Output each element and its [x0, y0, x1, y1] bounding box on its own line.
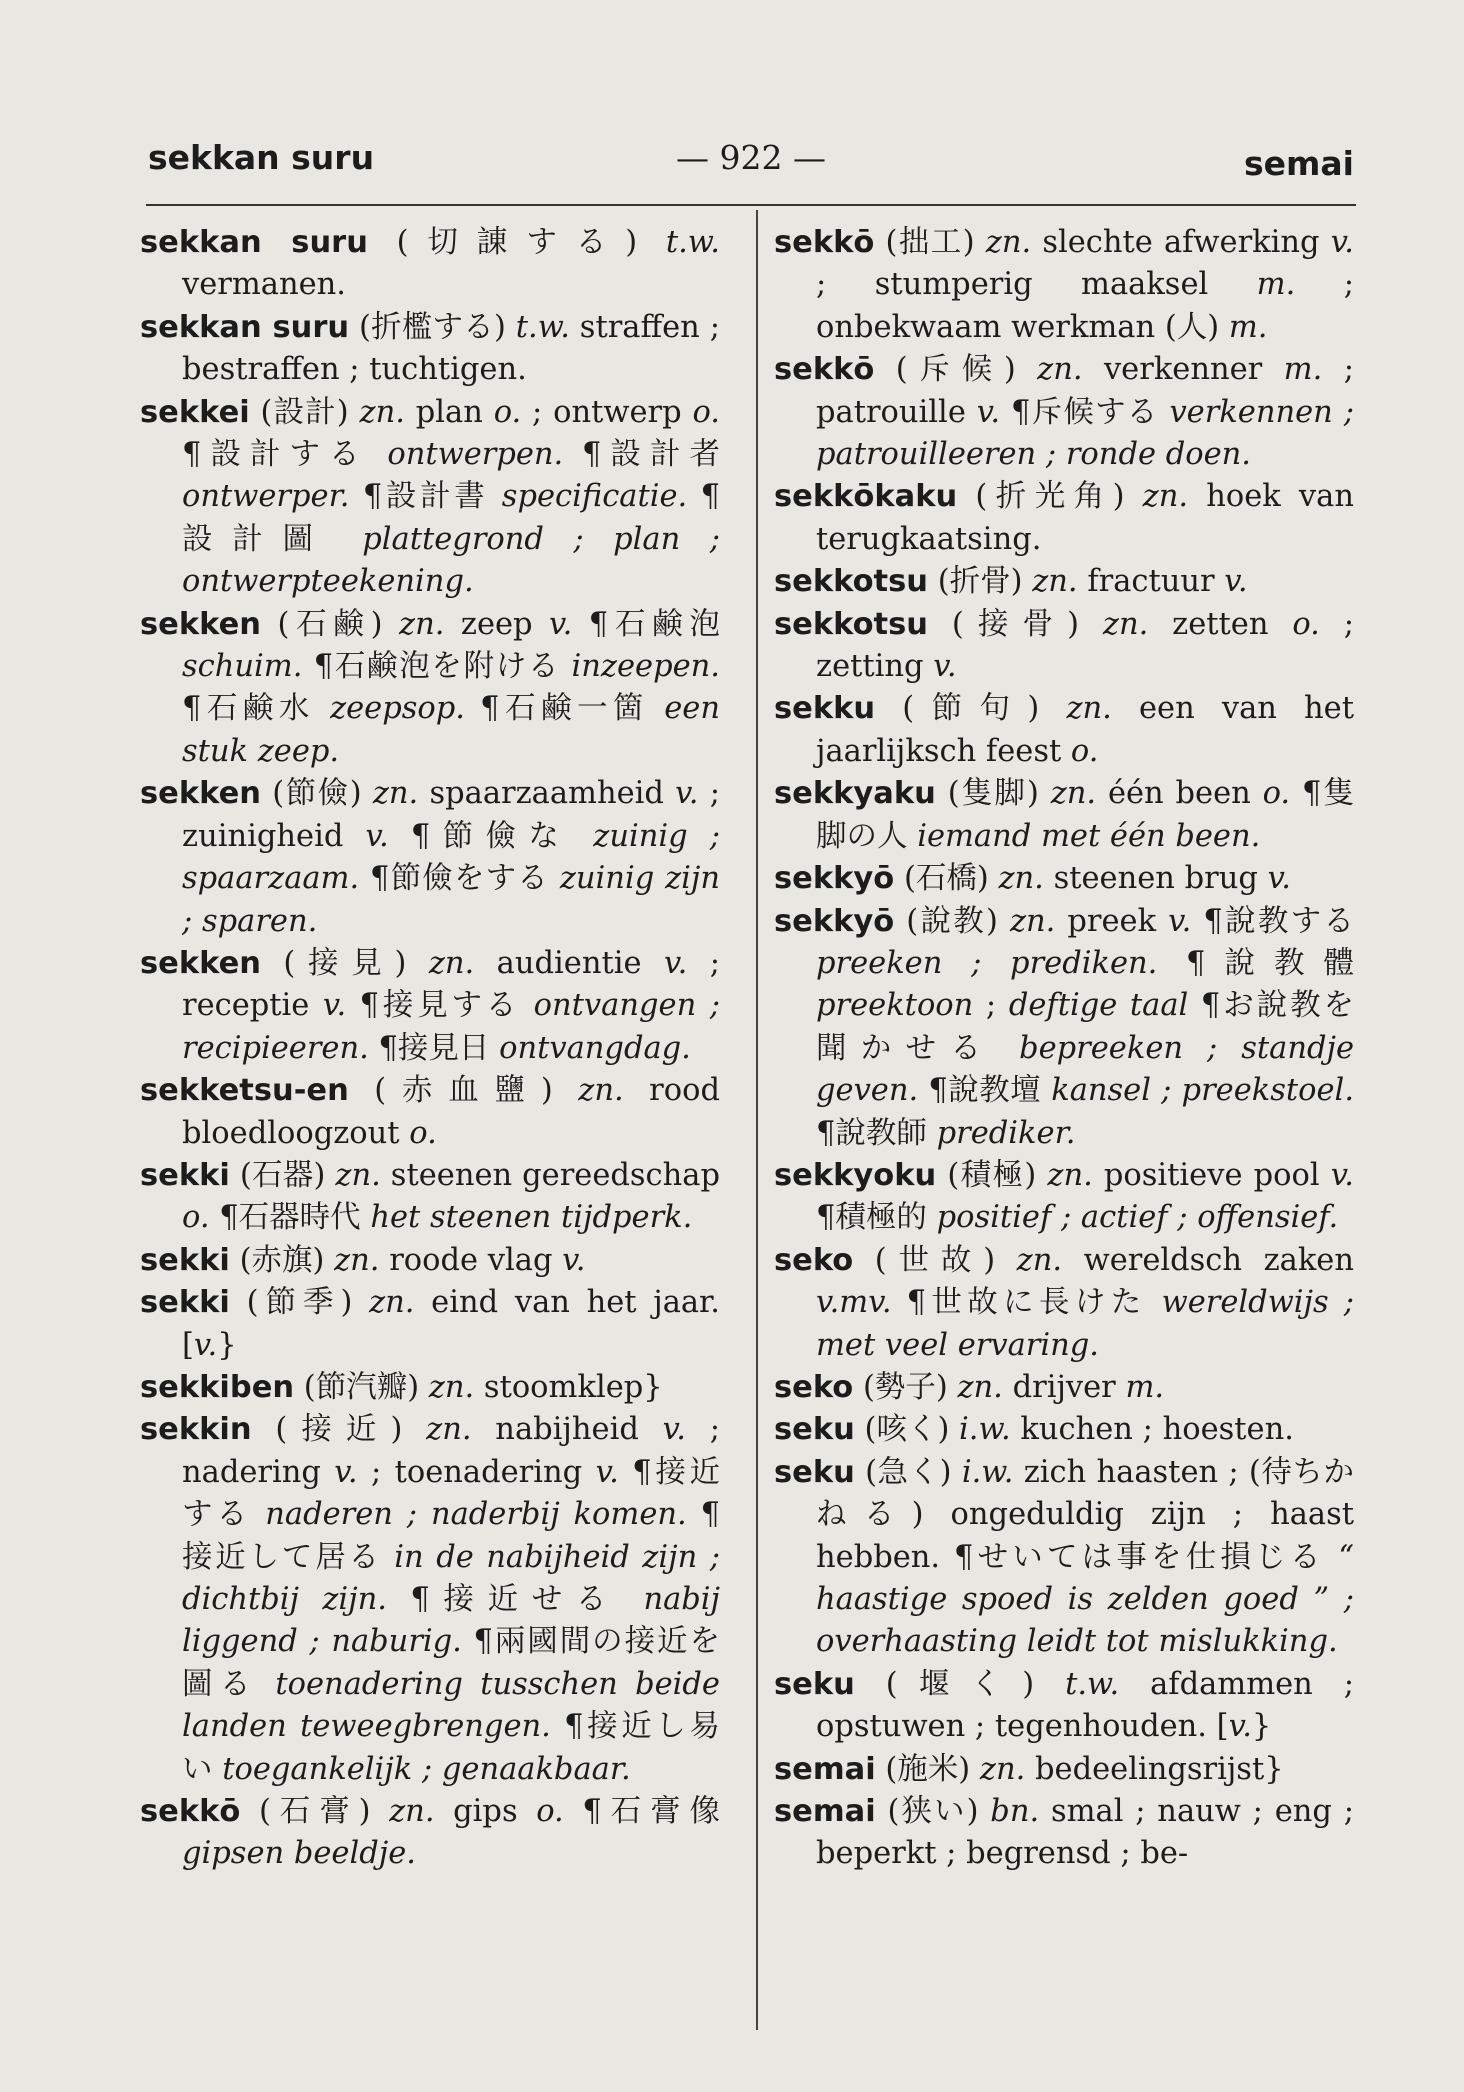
- entry-headword: sekketsu-en: [140, 1073, 349, 1109]
- entry-italic-text: prediker.: [936, 1115, 1076, 1151]
- dictionary-entry: [774, 901, 1354, 1155]
- entry-text: (咳く): [854, 1412, 960, 1448]
- entry-italic-text: zn.: [1016, 1242, 1063, 1278]
- entry-text: ; receptie: [182, 945, 720, 1024]
- dictionary-entry: [140, 1409, 720, 1791]
- entry-headword: sekkotsu: [774, 606, 928, 642]
- entry-text: ¶說教師: [816, 1115, 937, 1151]
- entry-italic-text: v.: [662, 1412, 686, 1448]
- entry-italic-text: v.: [1228, 1709, 1252, 1745]
- entry-headword: sekkin: [140, 1412, 252, 1448]
- entry-italic-text: i.w.: [959, 1412, 1011, 1448]
- entry-italic-text: zn.: [428, 1369, 475, 1405]
- entry-text: ; zuinigheid: [182, 776, 720, 854]
- dictionary-entry: [774, 1452, 1354, 1664]
- dictionary-entry: [140, 1367, 720, 1409]
- entry-italic-text: t.w.: [665, 225, 720, 260]
- entry-text: ; onbekwaam werkman (人): [816, 267, 1354, 345]
- entry-italic-text: zn.: [1032, 564, 1078, 600]
- entry-text: ; zetting: [816, 606, 1354, 685]
- entry-italic-text: specificatie.: [501, 479, 688, 515]
- dictionary-entry: [140, 1240, 720, 1282]
- entry-text: één been: [1096, 776, 1263, 812]
- entry-text: (節汽瓣): [294, 1369, 429, 1405]
- entry-text: een van het jaarlijksch feest: [816, 691, 1354, 769]
- entry-text: ¶石膏像: [563, 1794, 720, 1830]
- entry-italic-text: iemand met één been.: [917, 818, 1261, 854]
- entry-headword: sekkō: [140, 1794, 241, 1830]
- entry-text: (施米): [875, 1751, 980, 1787]
- entry-italic-text: v.: [933, 649, 957, 685]
- entry-text: bedeelingsrijst}: [1025, 1751, 1284, 1787]
- entry-italic-text: ontvangdag.: [499, 1030, 691, 1066]
- dictionary-entry: [140, 1282, 720, 1367]
- entry-text: ; toenadering: [357, 1454, 596, 1490]
- entry-text: (接骨): [928, 606, 1103, 642]
- entry-italic-text: in de nabijheid zijn ; dichtbij zijn.: [182, 1539, 720, 1617]
- entry-italic-text: naderen ; naderbij komen.: [265, 1497, 687, 1533]
- entry-text: (隻脚): [935, 776, 1051, 812]
- entry-italic-text: zn.: [369, 1285, 415, 1321]
- entry-headword: seku: [774, 1666, 855, 1702]
- entry-text: (勢子): [853, 1369, 958, 1405]
- entry-italic-text: nabij liggend ; naburig.: [182, 1582, 721, 1660]
- entry-text: (赤血鹽): [348, 1073, 579, 1109]
- entry-italic-text: o.: [1292, 606, 1320, 642]
- dictionary-entry: [774, 1409, 1354, 1451]
- entry-italic-text: v.: [663, 945, 688, 981]
- left-column: [140, 222, 720, 1876]
- entry-text: ; patrouille: [816, 352, 1354, 430]
- entry-italic-text: preeken ; prediken.: [816, 945, 1158, 981]
- entry-italic-text: v.: [1330, 225, 1354, 260]
- entry-italic-text: inzeepen.: [571, 649, 720, 685]
- dictionary-entry: [774, 773, 1354, 858]
- entry-text: (節句): [875, 691, 1067, 727]
- entry-headword: semai: [774, 1751, 876, 1787]
- entry-italic-text: toegankelijk ; genaakbaar.: [222, 1751, 631, 1787]
- entry-text: ¶接近して居る: [182, 1497, 721, 1575]
- entry-text: ¶お說教を聞かせる: [816, 988, 1354, 1066]
- entry-text: (石鹸): [261, 606, 399, 642]
- entry-text: ¶設計者: [563, 437, 720, 473]
- entry-text: fractuur: [1077, 564, 1225, 600]
- entry-italic-text: een stuk zeep.: [182, 691, 720, 769]
- entry-italic-text: zn.: [334, 1242, 380, 1278]
- entry-text: gips: [434, 1794, 537, 1830]
- running-head: [148, 138, 1358, 188]
- entry-text: smal ; nauw ; eng ; beperkt ; begrensd ; be-: [816, 1794, 1354, 1872]
- dictionary-entry: [774, 222, 1354, 349]
- entry-text: ¶石鹸泡: [572, 606, 720, 642]
- entry-italic-text: t.w.: [515, 309, 570, 345]
- entry-italic-text: o.: [1262, 776, 1291, 812]
- entry-text: ¶積極的: [816, 1200, 937, 1236]
- entry-text: (節儉): [261, 776, 373, 812]
- entry-italic-text: deftige taal: [1008, 988, 1189, 1024]
- entry-italic-text: preektoon: [816, 988, 974, 1024]
- entry-text: steenen brug: [1043, 861, 1268, 897]
- entry-italic-text: m.: [1125, 1369, 1165, 1405]
- entry-headword: sekkōkaku: [774, 479, 958, 515]
- right-column: [774, 222, 1354, 1876]
- entry-text: (石器): [229, 1157, 336, 1193]
- entry-italic-text: zn.: [372, 776, 419, 812]
- entry-italic-text: zn.: [1009, 903, 1056, 939]
- entry-italic-text: zn.: [985, 225, 1032, 260]
- entry-text: ¶設計書: [349, 479, 502, 515]
- entry-headword: sekkiben: [140, 1369, 295, 1405]
- entry-headword: sekkotsu: [774, 564, 928, 600]
- entry-text: ¶石器時代: [209, 1200, 371, 1236]
- entry-text: ¶石鹸一箇: [465, 691, 665, 727]
- entry-text: (石膏): [240, 1794, 390, 1830]
- entry-italic-text: v.: [1330, 1157, 1354, 1193]
- entry-text: ; ontwerp: [521, 394, 693, 430]
- entry-text: ; nadering: [182, 1412, 720, 1490]
- entry-text: (設計): [249, 394, 360, 430]
- dictionary-entry: [774, 561, 1354, 603]
- entry-text: zeep: [444, 606, 550, 642]
- entry-italic-text: v.: [675, 776, 699, 812]
- entry-text: }: [1251, 1709, 1272, 1745]
- dictionary-entry: [140, 307, 720, 392]
- dictionary-entry: [774, 1791, 1354, 1876]
- entry-italic-text: zn.: [957, 1369, 1003, 1405]
- entry-italic-text: m.: [1228, 309, 1268, 345]
- entry-headword: seko: [774, 1369, 854, 1405]
- entry-italic-text: schuim.: [182, 649, 303, 685]
- entry-italic-text: ontvangen ; recipieeren.: [182, 988, 720, 1066]
- entry-italic-text: toenadering tusschen beide landen teweegbrengen.: [182, 1666, 720, 1745]
- dictionary-entry: [774, 1749, 1354, 1791]
- entry-text: (積極): [936, 1157, 1048, 1193]
- dictionary-entry: [140, 1155, 720, 1240]
- entry-text: positieve pool: [1092, 1157, 1331, 1193]
- entry-text: ;: [973, 988, 1009, 1024]
- entry-text: kuchen ; hoesten.: [1010, 1412, 1294, 1448]
- entry-text: ¶隻脚の人: [816, 776, 1354, 854]
- entry-headword: sekki: [140, 1242, 230, 1278]
- entry-text: rood bloedloogzout: [182, 1073, 720, 1151]
- entry-italic-text: wereldwijs ; met veel ervaring.: [816, 1285, 1354, 1363]
- entry-italic-text: het steenen tijdperk.: [370, 1200, 693, 1236]
- entry-italic-text: zn.: [578, 1073, 624, 1109]
- entry-text: eind van het jaar. [: [182, 1285, 720, 1363]
- entry-headword: semai: [774, 1794, 876, 1830]
- entry-text: (說教): [894, 903, 1010, 939]
- entry-italic-text: v.: [1224, 564, 1248, 600]
- entry-text: straffen ; bestraffen ; tuchtigen.: [182, 309, 720, 388]
- entry-italic-text: v.: [193, 1327, 218, 1363]
- entry-italic-text: gipsen beeldje.: [182, 1836, 416, 1872]
- entry-headword: sekken: [140, 945, 261, 981]
- entry-text: }: [217, 1327, 237, 1363]
- entry-text: zetten: [1148, 606, 1293, 642]
- dictionary-entry: [774, 1240, 1354, 1367]
- header-left-guide-word: sekkan suru: [148, 138, 375, 177]
- entry-italic-text: zn.: [389, 1794, 435, 1830]
- entry-text: (切諌する): [367, 225, 666, 260]
- entry-text: (石橋): [894, 861, 999, 897]
- entry-italic-text: zuinig zijn ; sparen.: [182, 861, 721, 939]
- entry-italic-text: zn.: [399, 606, 445, 642]
- entry-italic-text: bn.: [990, 1794, 1040, 1830]
- entry-italic-text: v.: [1168, 903, 1192, 939]
- entry-text: zich haasten ; (待ちかねる) ongeduldig zijn ; haast hebben. ¶せいては事を仕損じる: [816, 1454, 1354, 1575]
- dictionary-entry: [774, 349, 1354, 476]
- entry-text: ¶兩國間の接近を圖る: [182, 1624, 720, 1702]
- entry-text: (折骨): [928, 564, 1033, 600]
- entry-italic-text: o.: [493, 394, 522, 430]
- entry-italic-text: “ haastige spoed is zelden goed ” ; overhaasting leidt tot mislukking.: [816, 1539, 1354, 1660]
- entry-italic-text: ontwerpen.: [387, 437, 564, 473]
- entry-text: ¶接近せる: [386, 1582, 644, 1617]
- entry-text: ¶接見する: [346, 988, 534, 1024]
- entry-headword: seku: [774, 1454, 855, 1490]
- entry-text: hoek van terugkaatsing.: [816, 479, 1354, 557]
- entry-italic-text: o.: [182, 1200, 210, 1236]
- entry-italic-text: zeepsop.: [330, 691, 465, 727]
- entry-text: afdammen ; opstuwen ; tegenhouden. [: [816, 1666, 1354, 1745]
- entry-italic-text: zn.: [1050, 776, 1097, 812]
- entry-text: ¶說教壇: [918, 1073, 1052, 1109]
- entry-headword: sekku: [774, 691, 876, 727]
- entry-headword: sekkō: [774, 225, 875, 260]
- entry-italic-text: zn.: [998, 861, 1044, 897]
- entry-text: ¶設計圖: [182, 479, 720, 557]
- entry-text: (拙工): [874, 225, 986, 260]
- entry-headword: sekkan suru: [140, 225, 368, 260]
- entry-headword: sekkyoku: [774, 1157, 937, 1193]
- entry-italic-text: v.: [322, 988, 347, 1024]
- entry-headword: sekkan suru: [140, 309, 350, 345]
- entry-text: ; stumperig maaksel: [816, 267, 1257, 303]
- dictionary-entry: [774, 1155, 1354, 1240]
- entry-italic-text: bepreeken ; standje geven.: [816, 1030, 1354, 1109]
- entry-italic-text: o.: [536, 1794, 564, 1830]
- dictionary-entry: [140, 943, 720, 1070]
- entry-italic-text: zn.: [426, 1412, 472, 1448]
- entry-italic-text: plattegrond ; plan ; ontwerpteekening.: [182, 521, 720, 600]
- entry-italic-text: o.: [692, 394, 720, 430]
- entry-text: ¶石鹸泡を附ける: [302, 649, 572, 685]
- entry-headword: sekki: [140, 1285, 230, 1321]
- entry-text: (接見): [261, 945, 429, 981]
- entry-text: preek: [1055, 903, 1169, 939]
- entry-text: ¶說教體: [1157, 945, 1354, 981]
- entry-text: (堰く): [854, 1666, 1066, 1702]
- entry-italic-text: zn.: [359, 394, 405, 430]
- entry-italic-text: v.: [334, 1454, 358, 1490]
- entry-headword: sekkyō: [774, 903, 895, 939]
- entry-text: plan: [404, 394, 494, 430]
- entry-text: wereldsch zaken: [1062, 1242, 1354, 1278]
- page-number: — 922 —: [676, 138, 826, 177]
- entry-italic-text: m.: [1283, 352, 1323, 388]
- entry-italic-text: zn.: [979, 1751, 1026, 1787]
- dictionary-entry: [140, 1070, 720, 1155]
- entry-text: audientie: [474, 945, 664, 981]
- entry-text: (世故): [853, 1242, 1017, 1278]
- dictionary-entry: [774, 476, 1354, 561]
- entry-text: ¶設計する: [182, 437, 388, 473]
- entry-italic-text: v.: [365, 818, 389, 854]
- dictionary-entry: [774, 1664, 1354, 1749]
- entry-headword: sekkei: [140, 394, 250, 430]
- entry-italic-text: verkennen ; patrouilleeren ; ronde doen.: [816, 394, 1355, 473]
- entry-text: ¶接近する: [182, 1454, 720, 1533]
- entry-italic-text: o.: [1070, 733, 1099, 769]
- entry-headword: sekkō: [774, 352, 875, 388]
- dictionary-entry: [140, 1791, 720, 1876]
- dictionary-entry: [140, 222, 720, 307]
- entry-italic-text: v.: [1267, 861, 1291, 897]
- entry-text: slechte afwerking: [1031, 225, 1331, 260]
- entry-italic-text: zn.: [1142, 479, 1189, 515]
- entry-text: ¶石鹸水: [182, 691, 331, 727]
- entry-italic-text: zn.: [1102, 606, 1149, 642]
- entry-text: (接近): [251, 1412, 427, 1448]
- entry-italic-text: zn.: [1066, 691, 1112, 727]
- entry-text: (折檻する): [349, 309, 516, 345]
- entry-italic-text: zuinig ; spaarzaam.: [182, 818, 720, 897]
- dictionary-entry: [140, 773, 720, 943]
- entry-headword: sekki: [140, 1157, 230, 1193]
- entry-text: (狭い): [875, 1794, 991, 1830]
- entry-italic-text: o.: [409, 1115, 437, 1151]
- entry-italic-text: zn.: [428, 945, 475, 981]
- entry-text: ¶接見日: [368, 1030, 500, 1066]
- entry-headword: seku: [774, 1412, 855, 1448]
- entry-text: nabijheid: [471, 1412, 663, 1448]
- entry-text: stoomklep}: [474, 1369, 663, 1405]
- entry-headword: sekken: [140, 776, 261, 812]
- entry-italic-text: m.: [1256, 267, 1296, 303]
- entry-text: drijver: [1002, 1369, 1126, 1405]
- dictionary-entry: [140, 392, 720, 604]
- entry-italic-text: zn.: [335, 1157, 381, 1193]
- entry-italic-text: v.: [976, 394, 1001, 430]
- entry-text: spaarzaamheid: [418, 776, 676, 812]
- entry-italic-text: zn.: [1047, 1157, 1093, 1193]
- entry-headword: sekkyō: [774, 861, 895, 897]
- entry-text: ¶節儉をする: [359, 861, 560, 897]
- entry-text: vermanen.: [182, 267, 346, 303]
- entry-text: ¶斥候する: [1000, 394, 1170, 430]
- entry-italic-text: ontwerper.: [182, 479, 350, 515]
- entry-italic-text: v.mv.: [816, 1285, 892, 1321]
- entry-italic-text: positief ; actief ; offensief.: [936, 1200, 1339, 1236]
- header-rule: [146, 204, 1356, 206]
- entry-text: roode vlag: [379, 1242, 563, 1278]
- entry-italic-text: v.: [595, 1454, 619, 1490]
- entry-text: ¶世故に長けた: [891, 1285, 1162, 1321]
- column-divider: [756, 210, 758, 2030]
- entry-text: ¶接近し易い: [182, 1709, 720, 1787]
- entry-headword: sekken: [140, 606, 261, 642]
- dictionary-entry: [140, 604, 720, 774]
- entry-headword: sekkyaku: [774, 776, 936, 812]
- entry-text: steenen gereedschap: [380, 1157, 720, 1193]
- entry-text: (斥候): [874, 352, 1038, 388]
- entry-headword: seko: [774, 1242, 854, 1278]
- dictionary-entry: [774, 1367, 1354, 1409]
- header-right-guide-word: semai: [1244, 144, 1354, 183]
- entry-text: verkenner: [1082, 352, 1284, 388]
- dictionary-entry: [774, 858, 1354, 900]
- entry-text: (節季): [229, 1285, 370, 1321]
- entry-text: ¶說教する: [1191, 903, 1354, 939]
- entry-italic-text: t.w.: [1065, 1666, 1120, 1702]
- entry-italic-text: v.: [562, 1242, 586, 1278]
- entry-italic-text: kansel ; preekstoel.: [1051, 1073, 1355, 1109]
- entry-italic-text: zn.: [1037, 352, 1083, 388]
- entry-text: ¶節儉な: [388, 818, 594, 854]
- dictionary-entry: [774, 688, 1354, 773]
- entry-italic-text: v.: [549, 606, 573, 642]
- entry-text: (急く): [854, 1454, 962, 1490]
- entry-text: (折光角): [957, 479, 1143, 515]
- dictionary-entry: [774, 604, 1354, 689]
- entry-text: (赤旗): [229, 1242, 335, 1278]
- entry-italic-text: i.w.: [961, 1454, 1014, 1490]
